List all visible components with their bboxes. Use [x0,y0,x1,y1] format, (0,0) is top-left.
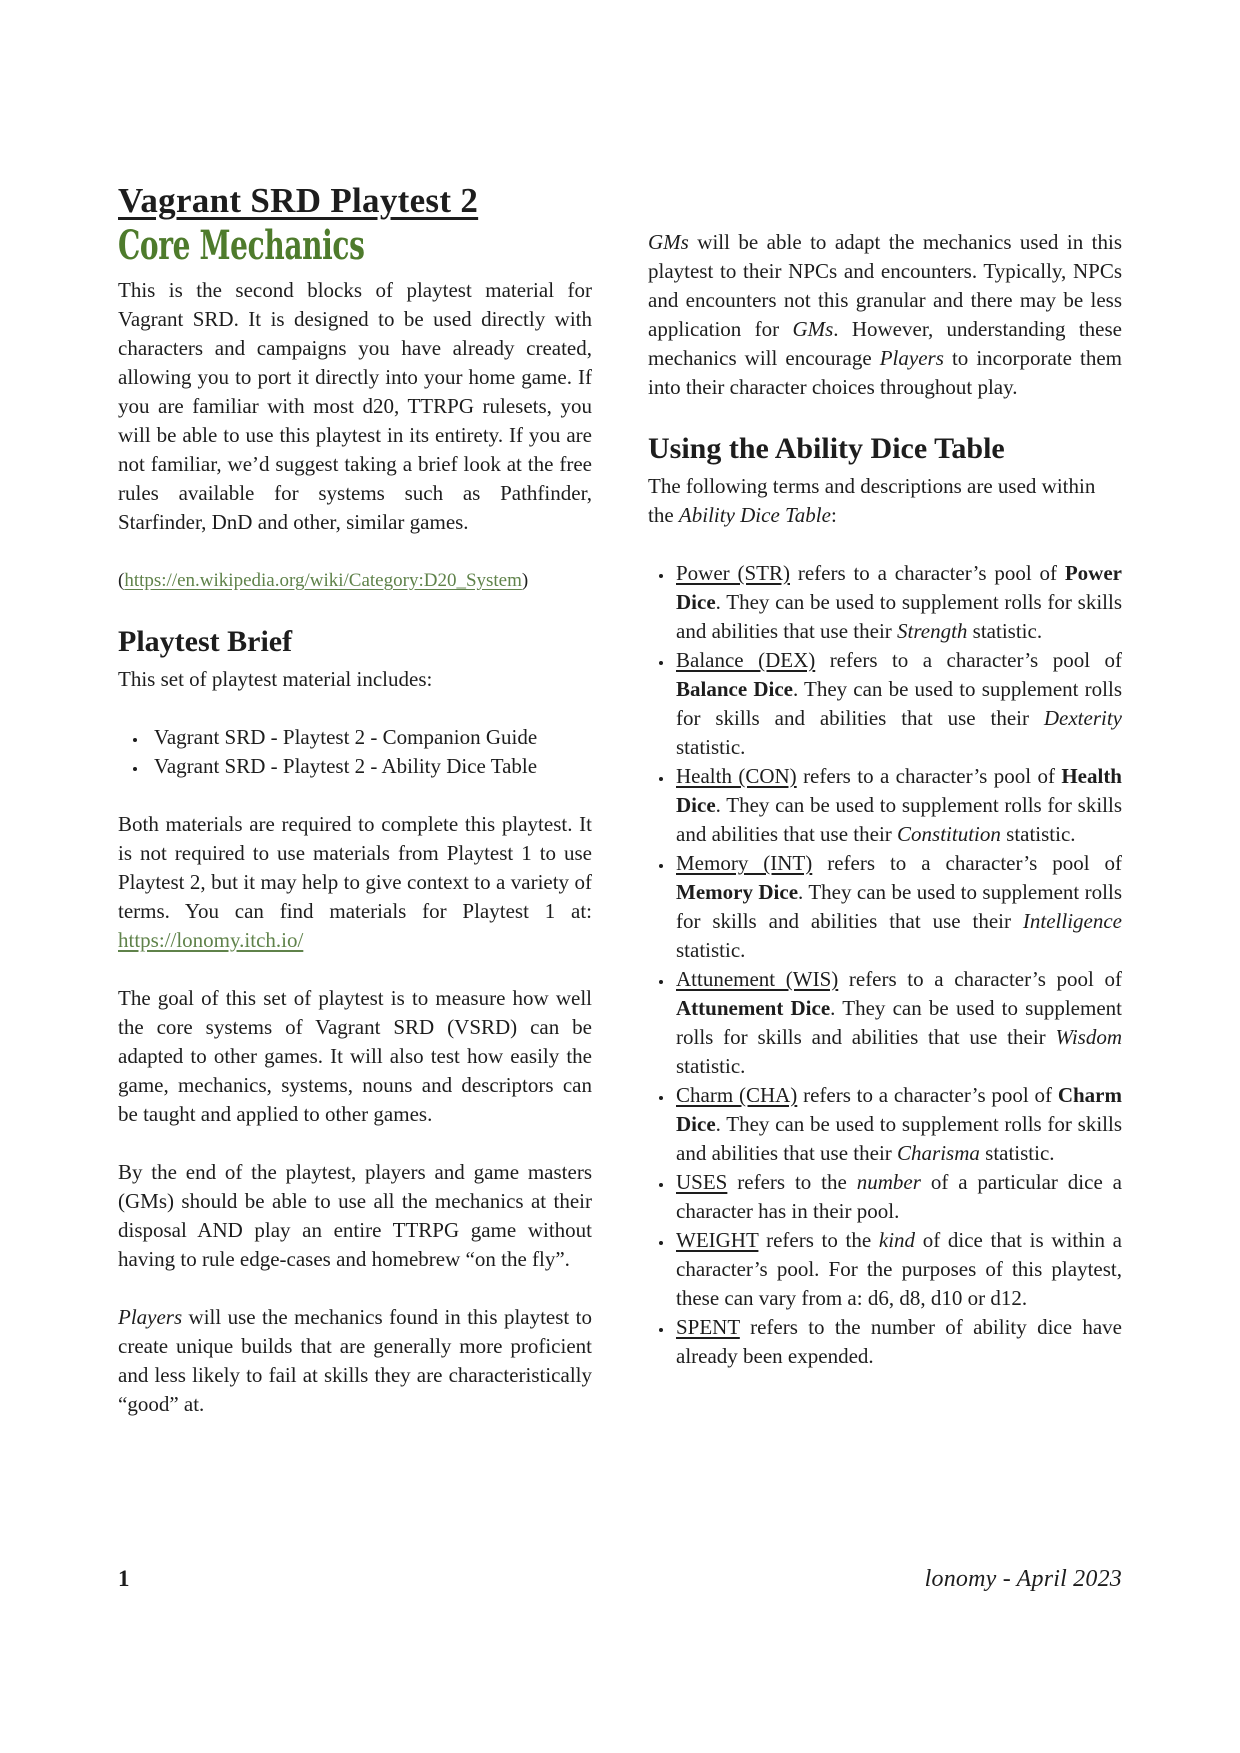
playtest-materials-list [118,723,592,781]
playtest-brief-lead: This set of playtest material includes: [118,667,433,691]
two-column-layout [118,182,1122,1448]
intro-paragraph: This is the second blocks of playtest material for Vagrant SRD. It is designed to be used directly with characters and campaigns you have already created, allowing you to port it directly into your home game. If you are familiar with most d20, TTRPG rulesets, you will be able to use this playtest in its entirety. If you are not familiar, we’d suggest taking a brief look at the free rules available for systems such as Pathfinder, Starfinder, DnD and other, similar games. [118,278,592,534]
wikipedia-link-line: (https://en.wikipedia.org/wiki/Category:D20_System) [118,570,529,591]
document-subtitle: Core Mechanics [118,222,365,269]
section-heading-playtest-brief: Playtest Brief [118,625,293,658]
term-weight: • WEIGHT refers to the kind of dice that is within a character’s pool. For the purposes of this playtest, these can vary from a: d6, d8, d10 or d12. [674,1226,1122,1313]
by-the-end-paragraph: By the end of the playtest, players and game masters (GMs) should be able to use all the mechanics at their disposal AND play an entire TTRPG game without having to rule edge-cases and homebrew “on the fly”. [118,1160,592,1271]
document-title: Vagrant SRD Playtest 2 [118,181,479,220]
term-balance: • Balance (DEX) refers to a character’s pool of Balance Dice. They can be used to supplement rolls for skills and abilities that use their Dexterity statistic. [674,646,1122,762]
term-memory: • Memory (INT) refers to a character’s pool of Memory Dice. They can be used to supplement rolls for skills and abilities that use their Intelligence statistic. [674,849,1122,965]
section-heading-ability-dice-table: Using the Ability Dice Table [648,432,1005,465]
players-paragraph: Players will use the mechanics found in this playtest to create unique builds that are generally more proficient and less likely to fail at skills they are characteristically “good” at. [118,1305,592,1416]
ability-dice-terms-list [648,559,1122,1371]
term-uses: • USES refers to the number of a particular dice a character has in their pool. [674,1168,1122,1226]
right-column [648,182,1122,1400]
page-number: 1 [118,1566,130,1591]
list-item-companion-guide: • Vagrant SRD - Playtest 2 - Companion Guide [148,723,592,752]
document-subtitle-wrap [118,224,592,268]
footer-credit: lonomy - April 2023 [924,1566,1122,1592]
ability-dice-lead: The following terms and descriptions are used within the Ability Dice Table: [648,474,1096,527]
gms-paragraph: GMs will be able to adapt the mechanics used in this playtest to their NPCs and encounters. Typically, NPCs and encounters not this granular and there may be less application for GMs. However, understanding these mechanics will encourage Players to incorporate them into their character choices throughout play. [648,230,1122,399]
term-attunement: • Attunement (WIS) refers to a character’s pool of Attunement Dice. They can be used to supplement rolls for skills and abilities that use their Wisdom statistic. [674,965,1122,1081]
list-item-ability-dice-table: • Vagrant SRD - Playtest 2 - Ability Dice Table [148,752,592,781]
goal-paragraph: The goal of this set of playtest is to measure how well the core systems of Vagrant SRD (VSRD) can be adapted to other games. It will also test how easily the game, mechanics, systems, nouns and descriptors can be taught and applied to other games. [118,986,592,1126]
hyperlink[interactable]: https://en.wikipedia.org/wiki/Category:D20_System [124,570,522,591]
hyperlink[interactable]: https://lonomy.itch.io/ [118,928,304,952]
page-footer [118,1566,1122,1593]
both-materials-paragraph: Both materials are required to complete this playtest. It is not required to use materials from Playtest 1 to use Playtest 2, but it may help to give context to a variety of terms. You can find materials for Playtest 1 at: https://lonomy.itch.io/ [118,812,592,952]
term-power: • Power (STR) refers to a character’s pool of Power Dice. They can be used to supplement rolls for skills and abilities that use their Strength statistic. [674,559,1122,646]
term-spent: • SPENT refers to the number of ability dice have already been expended. [674,1313,1122,1371]
term-health: • Health (CON) refers to a character’s pool of Health Dice. They can be used to supplement rolls for skills and abilities that use their Constitution statistic. [674,762,1122,849]
left-column [118,182,592,1448]
term-charm: • Charm (CHA) refers to a character’s pool of Charm Dice. They can be used to supplement rolls for skills and abilities that use their Charisma statistic. [674,1081,1122,1168]
